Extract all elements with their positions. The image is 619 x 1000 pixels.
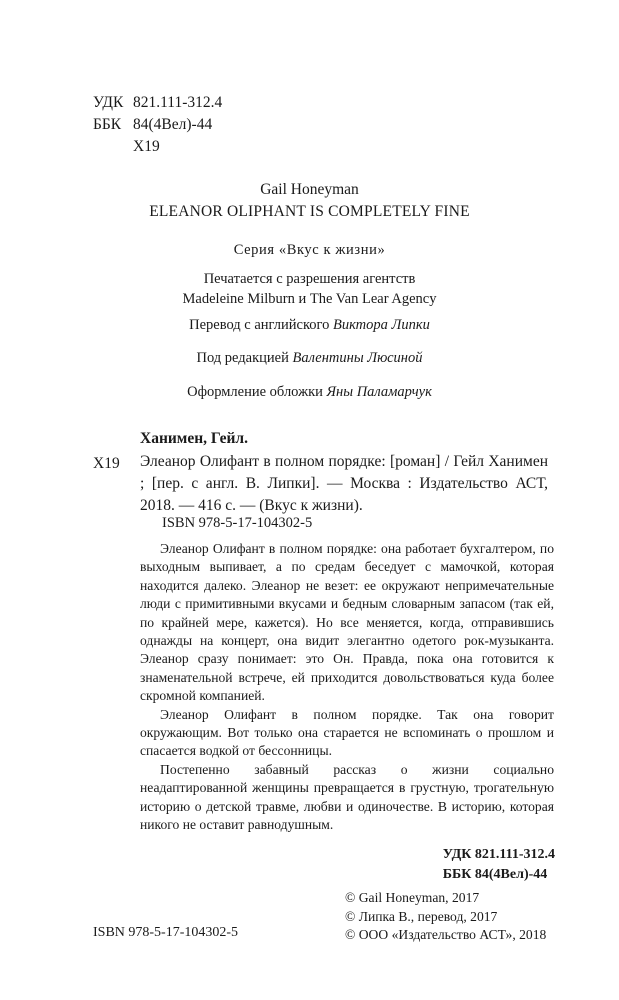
permission-note [0,269,619,309]
annotation-paragraph: Постепенно забавный рассказ о жизни социально неадаптированной женщины превращается в грустную, трогательную историю о детской травме, любви и одиночестве. В историю, которая никого не оставит равнодушным. [140,761,554,833]
translation-credit [0,315,619,335]
series-name: Серия «Вкус к жизни» [233,242,386,258]
bbk-label: ББК [93,116,122,133]
translation-prefix: Перевод с английского [189,317,333,333]
bbk-value: 84(4Вел)-44 [133,116,213,133]
copyright-line: © Липка В., перевод, 2017 [345,908,498,924]
bbk-row [93,114,222,136]
permission-line-1: Печатается с разрешения агентств [203,271,416,287]
translator-name: Виктора Липки [332,317,430,333]
editor-prefix: Под редакцией [196,350,293,366]
isbn: ISBN 978-5-17-104302-5 [93,925,239,940]
udk-value: 821.111-312.4 [133,94,223,111]
original-author: Gail Honeyman [260,181,359,198]
copyright-notices [345,889,546,945]
copyright-line: © ООО «Издательство АСТ», 2018 [345,927,547,943]
original-title: ELEANOR OLIPHANT IS COMPLETELY FINE [149,203,470,220]
catalog-description: Элеанор Олифант в полном порядке: [роман] / Гейл Ханимен ; [пер. с англ. В. Липки]. — Москва : Издательство АСТ, 2018. — 416 с. — (Вкус к жизни). [140,453,548,514]
catalog-isbn: ISBN 978-5-17-104302-5 [162,515,313,531]
catalog-code: Х19 [93,455,120,472]
editor-credit [0,348,619,368]
cover-credit [0,382,619,402]
editor-name: Валентины Люсиной [292,350,423,366]
udk-label: УДК [93,94,124,111]
cover-prefix: Оформление обложки [187,384,327,400]
annotation [140,540,554,835]
annotation-paragraph: Элеанор Олифант в полном порядке. Так она говорит окружающим. Вот только она старается не вспоминать о прошлом и спасается водкой от бессонницы. [140,706,554,759]
author-mark: Х19 [133,138,160,155]
udk-code: УДК 821.111-312.4 [442,847,555,862]
permission-line-2: Madeleine Milburn и The Van Lear Agency [182,291,437,307]
annotation-paragraph: Элеанор Олифант в полном порядке: она работает бухгалтером, по выходным выпивает, а по средам беседует с мамочкой, которая находится далеко. Элеанор не везет: ее окружают непримечательные люди с примитивными вкусами и бедным словарным запасом (так ей, по крайней мере, кажется). Но все меняется, когда, отправившись однажды на концерт, она видит элегантно одетого рок-музыканта. Элеанор сразу понимает: это Он. Правда, пока она готовится к знаменательной встрече, ей приходится довольствоваться куда более скромной компанией. [140,541,554,704]
copyright-line: © Gail Honeyman, 2017 [345,890,480,905]
catalog-author: Ханимен, Гейл. [140,430,248,447]
cover-designer-name: Яны Паламарчук [326,384,432,400]
classification-codes [443,845,555,885]
classification-header [93,92,222,158]
bbk-code: ББК 84(4Вел)-44 [442,867,548,882]
udk-row [93,92,222,114]
